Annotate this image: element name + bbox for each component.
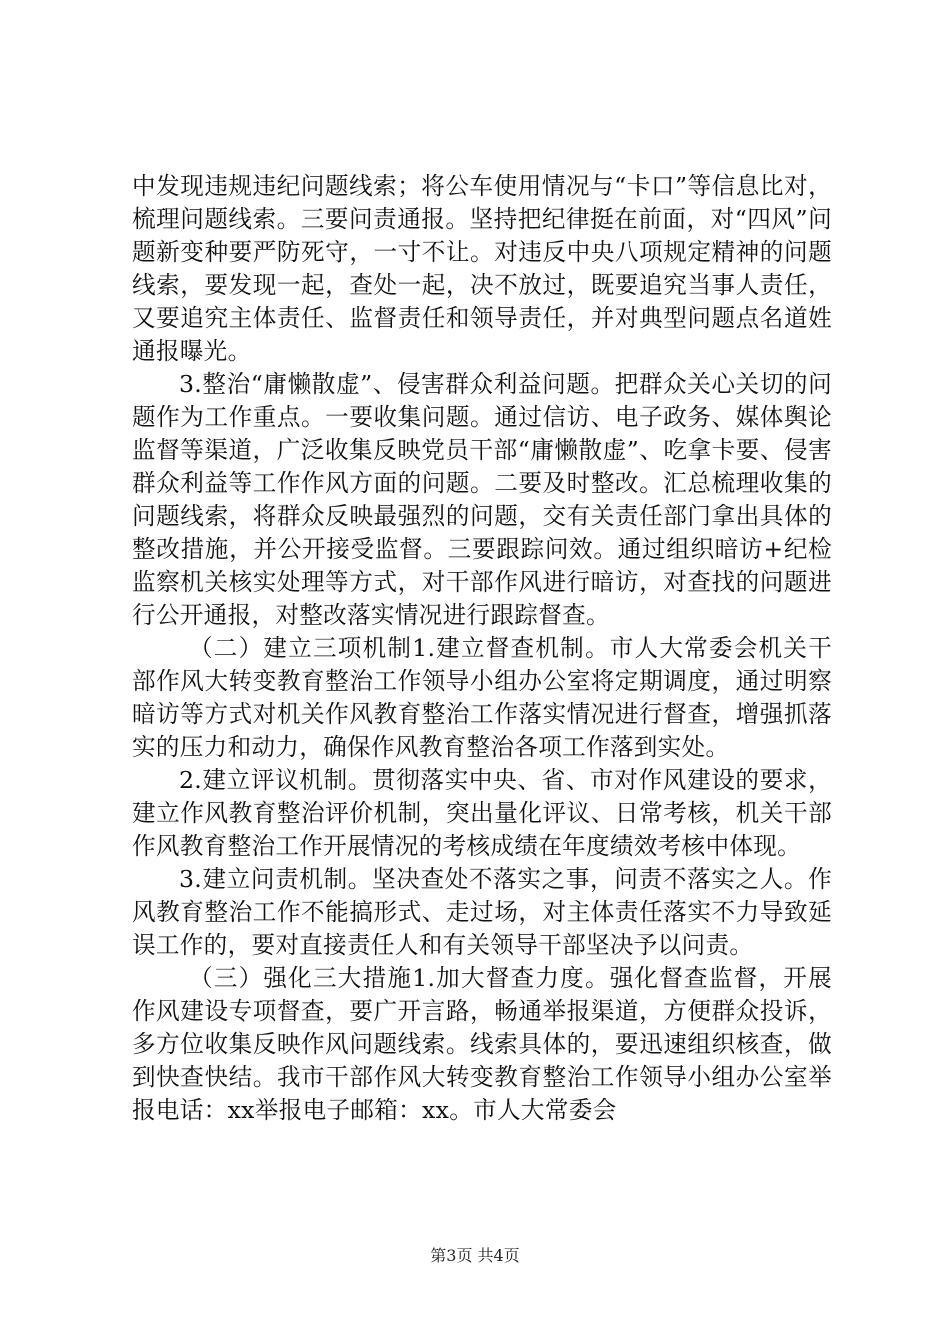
document-body <box>132 170 832 1127</box>
page-number-footer: 第3页 共4页 <box>430 1246 520 1265</box>
paragraph-item-3: 3.整治“庸懒散虚”、侵害群众利益问题。把群众关心关切的问题作为工作重点。一要收集问题。通过信访、电子政务、媒体舆论监督等渠道，广泛收集反映党员干部“庸懒散虚”、吃拿卡要、侵害群众利益等工作作风方面的问题。二要及时整改。汇总梳理收集的问题线索，将群众反映最强烈的问题，交有关责任部门拿出具体的整改措施，并公开接受监督。三要跟踪问效。通过组织暗访+纪检监察机关核实处理等方式，对干部作风进行暗访，对查找的问题进行公开通报，对整改落实情况进行跟踪督查。 <box>132 370 832 629</box>
paragraph-item-2: 2.建立评议机制。贯彻落实中央、省、市对作风建设的要求，建立作风教育整治评价机制，突出量化评议、日常考核，机关干部作风教育整治工作开展情况的考核成绩在年度绩效考核中体现。 <box>132 766 832 860</box>
paragraph-section-2: （二）建立三项机制1.建立督查机制。市人大常委会机关干部作风大转变教育整治工作领导小组办公室将定期调度，通过明察暗访等方式对机关作风教育整治工作落实情况进行督查，增强抓落实的压力和动力，确保作风教育整治各项工作落到实处。 <box>132 634 832 761</box>
paragraph-section-3: （三）强化三大措施1.加大督查力度。强化督查监督，开展作风建设专项督查，要广开言路，畅通举报渠道，方便群众投诉，多方位收集反映作风问题线索。线索具体的，要迅速组织核查，做到快查快结。我市干部作风大转变教育整治工作领导小组办公室举报电话：xx举报电子邮箱：xx。市人大常委会 <box>132 964 832 1124</box>
paragraph-continuation: 中发现违规违纪问题线索；将公车使用情况与“卡口”等信息比对，梳理问题线索。三要问责通报。坚持把纪律挺在前面，对“四风”问题新变种要严防死守，一寸不让。对违反中央八项规定精神的问题线索，要发现一起，查处一起，决不放过，既要追究当事人责任，又要追究主体责任、监督责任和领导责任，并对典型问题点名道姓通报曝光。 <box>132 172 832 365</box>
paragraph-item-3b: 3.建立问责机制。坚决查处不落实之事，问责不落实之人。作风教育整治工作不能搞形式、走过场，对主体责任落实不力导致延误工作的，要对直接责任人和有关领导干部坚决予以问责。 <box>132 865 832 959</box>
